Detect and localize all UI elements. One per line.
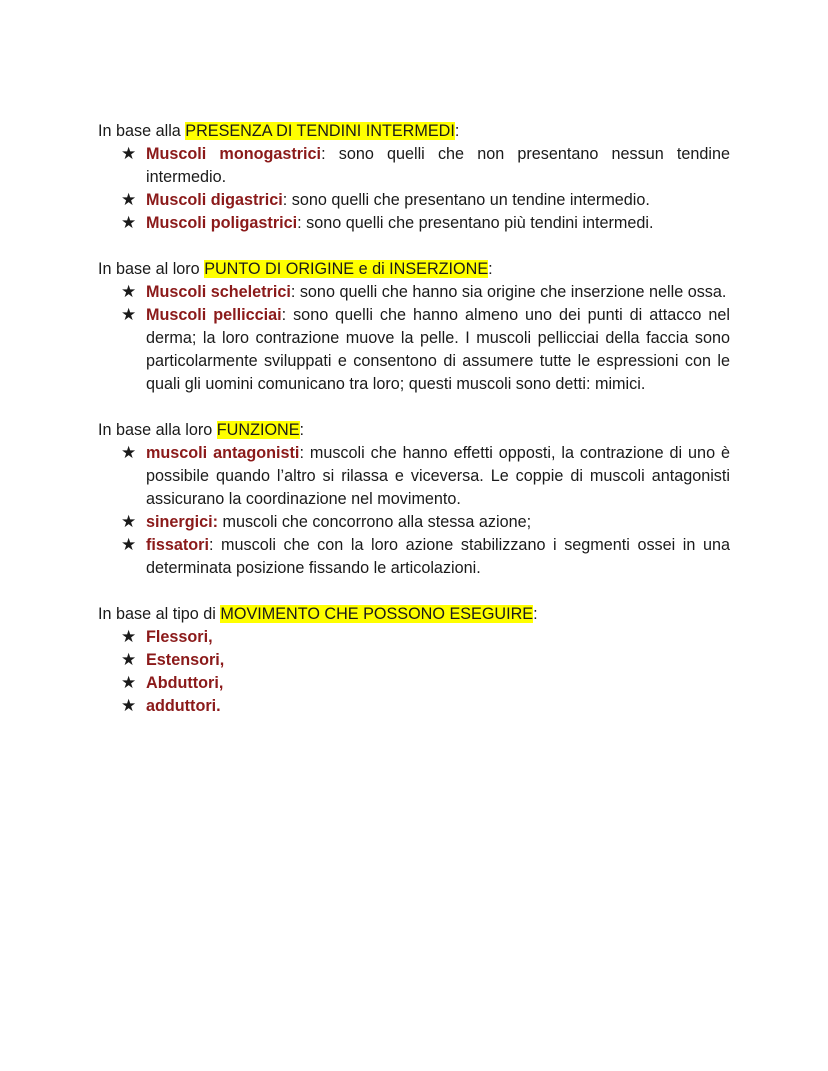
term: Muscoli poligastrici [146, 214, 298, 232]
section-movement [98, 603, 730, 718]
section-intro [98, 419, 730, 442]
intro-text: In base alla loro [98, 421, 217, 439]
description: : sono quelli che hanno sia origine che inserzione nelle ossa. [290, 283, 727, 301]
term: Muscoli digastrici [146, 191, 283, 209]
star-icon: ★ [121, 282, 137, 302]
star-icon: ★ [121, 673, 137, 693]
list-item [121, 626, 730, 649]
term: fissatori [146, 536, 209, 554]
list-item [121, 189, 730, 212]
intro-colon: : [299, 421, 305, 439]
term: muscoli antagonisti [146, 444, 300, 462]
star-icon: ★ [121, 190, 137, 210]
term: Estensori, [146, 651, 225, 669]
list-item [121, 695, 730, 718]
list-item [121, 534, 730, 580]
section-tendons [98, 120, 730, 235]
document-page [98, 120, 730, 741]
star-icon: ★ [121, 213, 137, 233]
intro-text: In base al loro [98, 260, 205, 278]
term: Muscoli scheletrici [146, 283, 291, 301]
intro-text: In base alla [98, 122, 186, 140]
list-item [121, 212, 730, 235]
description: : muscoli che con la loro azione stabilizzano i segmenti ossei in una determinata posizione fissando le articolazioni. [146, 536, 730, 577]
section-intro [98, 258, 730, 281]
star-icon: ★ [121, 650, 137, 670]
term: Muscoli pellicciai [146, 306, 282, 324]
intro-colon: : [533, 605, 538, 623]
list-item [121, 649, 730, 672]
intro-colon: : [454, 122, 460, 140]
list-item [121, 281, 730, 304]
term: adduttori. [146, 697, 221, 715]
star-icon: ★ [121, 696, 137, 716]
intro-text: In base al tipo di [98, 605, 221, 623]
star-icon: ★ [121, 305, 137, 325]
star-icon: ★ [121, 627, 137, 647]
highlighted-heading: PRESENZA DI TENDINI INTERMEDI [185, 122, 455, 140]
star-icon: ★ [121, 443, 137, 463]
bullet-list [98, 143, 730, 235]
star-icon: ★ [121, 512, 137, 532]
highlighted-heading: FUNZIONE [216, 421, 300, 439]
term: sinergici: [146, 513, 218, 531]
term: Abduttori, [146, 674, 224, 692]
list-item [121, 304, 730, 396]
description: muscoli che concorrono alla stessa azione; [217, 513, 532, 531]
bullet-list [98, 281, 730, 396]
term: Flessori, [146, 628, 213, 646]
description: : sono quelli che presentano un tendine intermedio. [282, 191, 650, 209]
term: Muscoli monogastrici [146, 145, 322, 163]
section-intro [98, 603, 730, 626]
star-icon: ★ [121, 144, 137, 164]
list-item [121, 442, 730, 511]
section-origin-insertion [98, 258, 730, 396]
bullet-list [98, 626, 730, 718]
list-item [121, 672, 730, 695]
description: : sono quelli che presentano più tendini intermedi. [297, 214, 654, 232]
list-item [121, 143, 730, 189]
bullet-list [98, 442, 730, 580]
highlighted-heading: MOVIMENTO CHE POSSONO ESEGUIRE [220, 605, 534, 623]
section-intro [98, 120, 730, 143]
highlighted-heading: PUNTO DI ORIGINE e di INSERZIONE [204, 260, 489, 278]
intro-colon: : [488, 260, 493, 278]
description: : sono quelli che non presentano nessun tendine intermedio. [146, 145, 730, 186]
list-item [121, 511, 730, 534]
star-icon: ★ [121, 535, 137, 555]
description: : sono quelli che hanno almeno uno dei punti di attacco nel derma; la loro contrazione muove la pelle. I muscoli pellicciai della faccia sono particolarmente sviluppati e consentono di assumere tutte le espressioni con le quali gli uomini comunicano tra loro; questi muscoli sono detti: mimici. [146, 306, 730, 393]
description: : muscoli che hanno effetti opposti, la contrazione di uno è possibile quando l’altro si rilassa e viceversa. Le coppie di muscoli antagonisti assicurano la coordinazione nel movimento. [146, 444, 730, 508]
section-function [98, 419, 730, 580]
